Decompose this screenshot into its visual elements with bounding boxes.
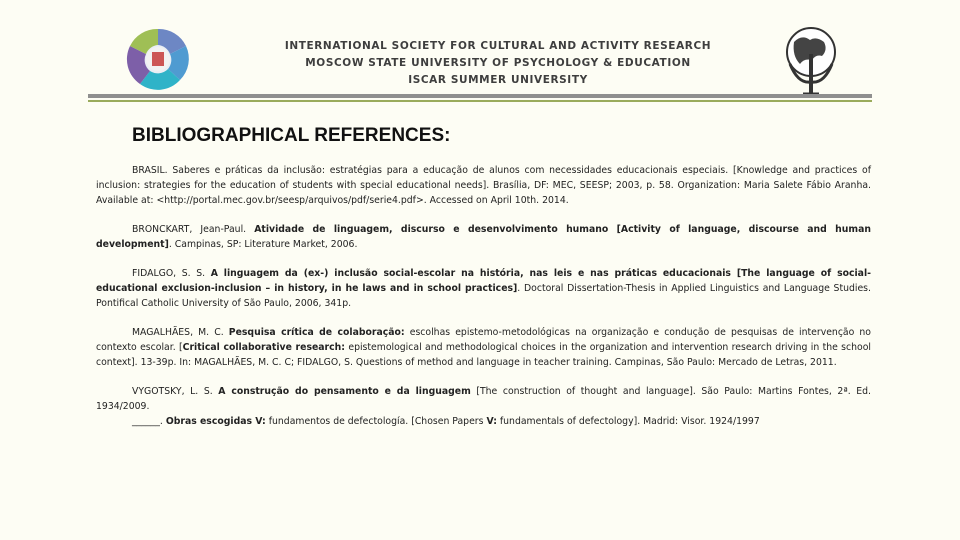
reference-work-title: Pesquisa crítica de colaboração: — [228, 327, 405, 338]
reference-work-title: Obras escogidas V: — [165, 416, 266, 427]
reference-text: MAGALHÃES, M. C. — [132, 327, 229, 338]
header-divider-olive — [88, 100, 872, 102]
reference-text: FIDALGO, S. S. — [132, 268, 211, 279]
header-line-1: INTERNATIONAL SOCIETY FOR CULTURAL AND ACTIVITY RESEARCH — [284, 40, 712, 52]
reference-work-title: A construção do pensamento e da linguagem — [218, 386, 471, 397]
reference-text: . Doctoral Dissertation-Thesis in Applied Linguistics and Language Studies. Pontifical Catholic University of São Paulo, 2006, 341p. — [96, 283, 871, 309]
reference-text: VYGOTSKY, L. S. — [132, 386, 219, 397]
reference-work-title: Atividade de linguagem, discurso e desenvolvimento humano [Activity of language, discourse and human development] — [96, 224, 871, 250]
page-title: BIBLIOGRAPHICAL REFERENCES: — [132, 125, 451, 146]
reference-item — [96, 384, 871, 414]
reference-work-title: V: — [486, 416, 497, 427]
reference-text: . Campinas, SP: Literature Market, 2006. — [168, 239, 358, 250]
reference-text: BRONCKART, Jean-Paul. — [132, 224, 255, 235]
reference-work-title: A linguagem da (ex-) inclusão social-escolar na história, nas leis e nas práticas educacionais [The language of social-educational exclusion-inclusion – in history, in he laws and in school practices] — [96, 268, 872, 294]
reference-text: fundamentos de defectología. [Chosen Papers — [265, 416, 487, 427]
iscar-circle-logo-icon — [108, 24, 208, 94]
header-line-3: ISCAR SUMMER UNIVERSITY — [408, 74, 588, 86]
reference-item — [96, 414, 871, 429]
reference-list — [96, 163, 871, 443]
header-line-2: MOSCOW STATE UNIVERSITY OF PSYCHOLOGY & EDUCATION — [305, 57, 691, 69]
globe-psi-logo-icon — [778, 24, 844, 98]
reference-work-title: Critical collaborative research: — [182, 342, 345, 353]
reference-item — [96, 325, 871, 370]
reference-text: escolhas epistemo-metodológicas na organização e condução de pesquisas de intervenção no contexto escolar. [ — [96, 327, 871, 353]
reference-item — [96, 266, 871, 311]
reference-text: epistemological and methodological choices in the organization and intervention research driving in the school context]. 13-39p. In: MAGALHÃES, M. C. C; FIDALGO, S. Questions of method and language in teacher training. Campinas, São Paulo: Mercado de Letras, 2011. — [96, 342, 871, 368]
reference-text: fundamentals of defectology]. Madrid: Visor. 1924/1997 — [496, 416, 760, 427]
reference-text: BRASIL. Saberes e práticas da inclusão: estratégias para a educação de alunos com necessidades educacionais especiais. [Knowledge and practices of inclusion: strategies for the education of students with special educational needs]. Brasília, DF: MEC, SEESP; 2003, p. 58. Organization: Maria Salete Fábio Aranha. Available at: <http://portal.mec.gov.br/seesp/arquivos/pdf/serie4.pdf>. Accessed on April 10th. 2014. — [96, 165, 871, 206]
reference-text: ______. — [132, 416, 166, 427]
header-banner — [88, 18, 872, 98]
header-divider-gray — [88, 94, 872, 98]
organization-heading — [238, 38, 758, 89]
reference-text: [The construction of thought and language]. São Paulo: Martins Fontes, 2ª. Ed. 1934/2009. — [96, 386, 871, 412]
reference-item — [96, 222, 871, 252]
reference-item — [96, 163, 871, 208]
